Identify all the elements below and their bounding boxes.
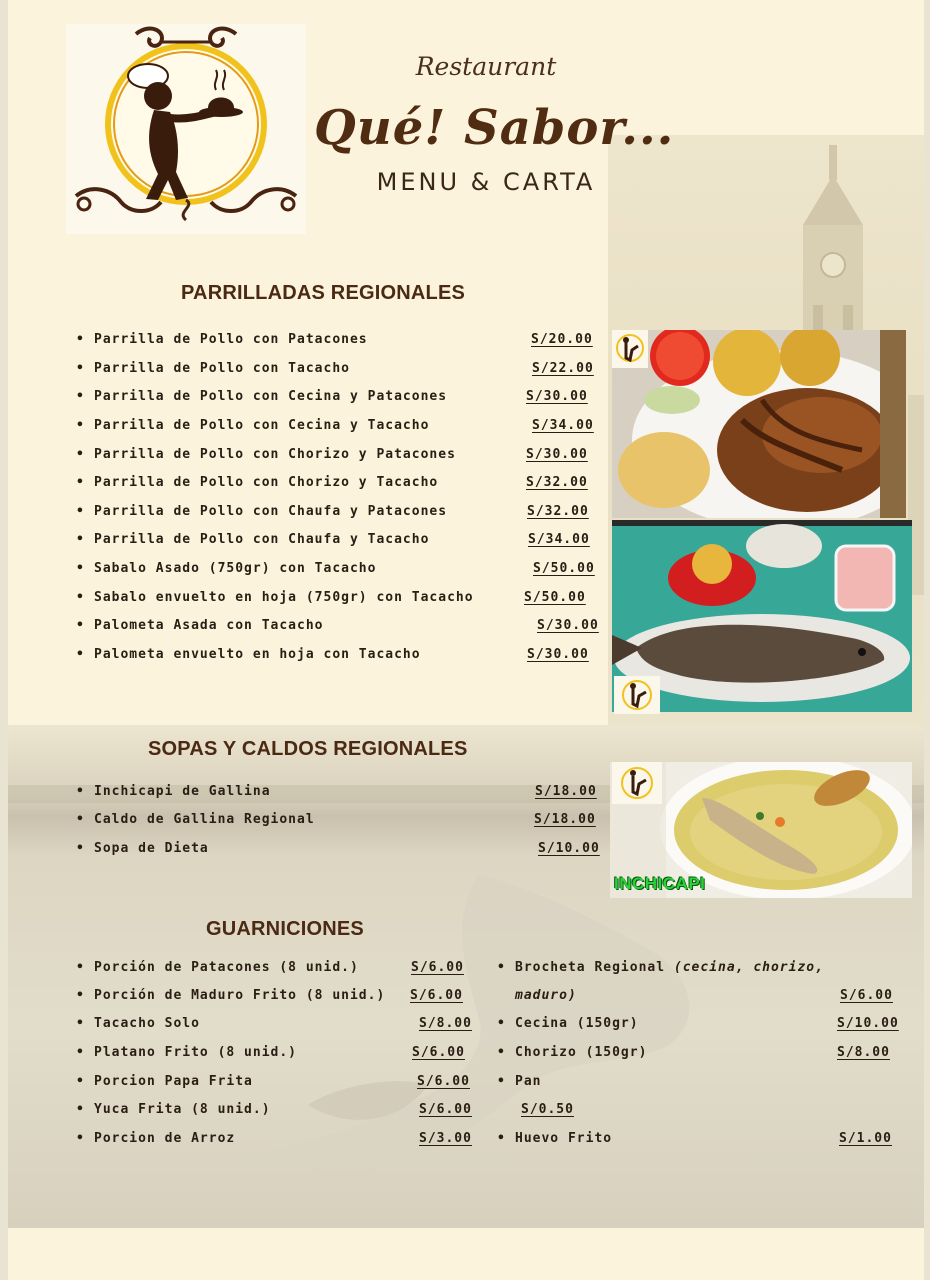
- side-item-price: S/10.00: [837, 1016, 899, 1031]
- menu-item-price: S/50.00: [533, 561, 595, 576]
- menu-item-price: S/32.00: [527, 504, 589, 519]
- menu-subtitle: MENU & CARTA: [376, 168, 596, 196]
- side-item-price: S/0.50: [521, 1102, 574, 1117]
- side-item: • Huevo Frito: [515, 1131, 612, 1146]
- inchicapi-photo-label: INCHICAPI: [614, 874, 706, 893]
- side-item-price: S/6.00: [840, 988, 893, 1003]
- side-item: [515, 960, 824, 975]
- menu-item-price: S/18.00: [535, 784, 597, 799]
- menu-item-price: S/20.00: [531, 332, 593, 347]
- section-title-guarniciones: GUARNICIONES: [206, 918, 364, 940]
- side-item-detail: (cecina, chorizo,: [673, 960, 824, 975]
- menu-item-price: S/30.00: [527, 647, 589, 662]
- right-border: [924, 0, 930, 1280]
- side-item: • Porción de Maduro Frito (8 unid.): [94, 988, 385, 1003]
- mini-logo-icon: [612, 762, 662, 804]
- menu-item: • Parrilla de Pollo con Cecina y Tacacho: [94, 418, 429, 433]
- menu-item: • Parrilla de Pollo con Tacacho: [94, 361, 350, 376]
- menu-item-price: S/30.00: [537, 618, 599, 633]
- side-item-price: S/8.00: [419, 1016, 472, 1031]
- menu-item: • Parrilla de Pollo con Chorizo y Tacacho: [94, 475, 438, 490]
- menu-item-price: S/22.00: [532, 361, 594, 376]
- side-item-price: S/3.00: [419, 1131, 472, 1146]
- brand-name: Qué! Sabor...: [314, 100, 675, 156]
- menu-item: • Sopa de Dieta: [94, 841, 209, 856]
- side-item-name: Brocheta Regional: [515, 960, 666, 975]
- menu-item-price: S/30.00: [526, 447, 588, 462]
- menu-item: • Parrilla de Pollo con Chorizo y Patacones: [94, 447, 456, 462]
- side-item: • Cecina (150gr): [515, 1016, 639, 1031]
- side-item: • Platano Frito (8 unid.): [94, 1045, 297, 1060]
- menu-item: • Palometa Asada con Tacacho: [94, 618, 324, 633]
- mini-logo-icon: [614, 676, 660, 714]
- menu-item: • Palometa envuelto en hoja con Tacacho: [94, 647, 421, 662]
- bottom-strip: [8, 1228, 924, 1280]
- menu-item-price: S/32.00: [526, 475, 588, 490]
- menu-item: • Parrilla de Pollo con Patacones: [94, 332, 368, 347]
- menu-item: • Parrilla de Pollo con Cecina y Patacones: [94, 389, 447, 404]
- restaurant-logo: [66, 24, 306, 234]
- menu-item-price: S/30.00: [526, 389, 588, 404]
- side-item: • Porcion Papa Frita: [94, 1074, 253, 1089]
- side-item-detail: maduro): [515, 988, 577, 1003]
- menu-item-price: S/50.00: [524, 590, 586, 605]
- side-item: • Porción de Patacones (8 unid.): [94, 960, 359, 975]
- side-item-price: S/6.00: [412, 1045, 465, 1060]
- menu-item: • Inchicapi de Gallina: [94, 784, 271, 799]
- menu-item: • Parrilla de Pollo con Chaufa y Patacones: [94, 504, 447, 519]
- left-border: [0, 0, 8, 1280]
- side-item-price: S/6.00: [417, 1074, 470, 1089]
- menu-item-price: S/34.00: [528, 532, 590, 547]
- side-item-price: S/6.00: [410, 988, 463, 1003]
- side-item-price: S/8.00: [837, 1045, 890, 1060]
- side-item-price: S/6.00: [411, 960, 464, 975]
- menu-item-price: S/10.00: [538, 841, 600, 856]
- side-item: • Yuca Frita (8 unid.): [94, 1102, 271, 1117]
- grilled-chicken-photo: [612, 330, 906, 518]
- section-title-parrilladas: PARRILLADAS REGIONALES: [181, 282, 466, 304]
- side-item: • Porcion de Arroz: [94, 1131, 235, 1146]
- section-title-sopas: SOPAS Y CALDOS REGIONALES: [148, 738, 468, 760]
- mini-logo-icon: [612, 330, 648, 368]
- side-item: • Tacacho Solo: [94, 1016, 200, 1031]
- menu-item: • Sabalo Asado (750gr) con Tacacho: [94, 561, 376, 576]
- restaurant-label: Restaurant: [415, 52, 557, 81]
- side-item: • Pan: [515, 1074, 541, 1089]
- menu-item-price: S/18.00: [534, 812, 596, 827]
- side-item-price: S/1.00: [839, 1131, 892, 1146]
- menu-item: • Parrilla de Pollo con Chaufa y Tacacho: [94, 532, 429, 547]
- side-item: • Chorizo (150gr): [515, 1045, 647, 1060]
- menu-item: • Caldo de Gallina Regional: [94, 812, 315, 827]
- chef-waiter-logo-icon: [66, 24, 306, 234]
- menu-item: • Sabalo envuelto en hoja (750gr) con Tacacho: [94, 590, 474, 605]
- menu-item-price: S/34.00: [532, 418, 594, 433]
- side-item-price: S/6.00: [419, 1102, 472, 1117]
